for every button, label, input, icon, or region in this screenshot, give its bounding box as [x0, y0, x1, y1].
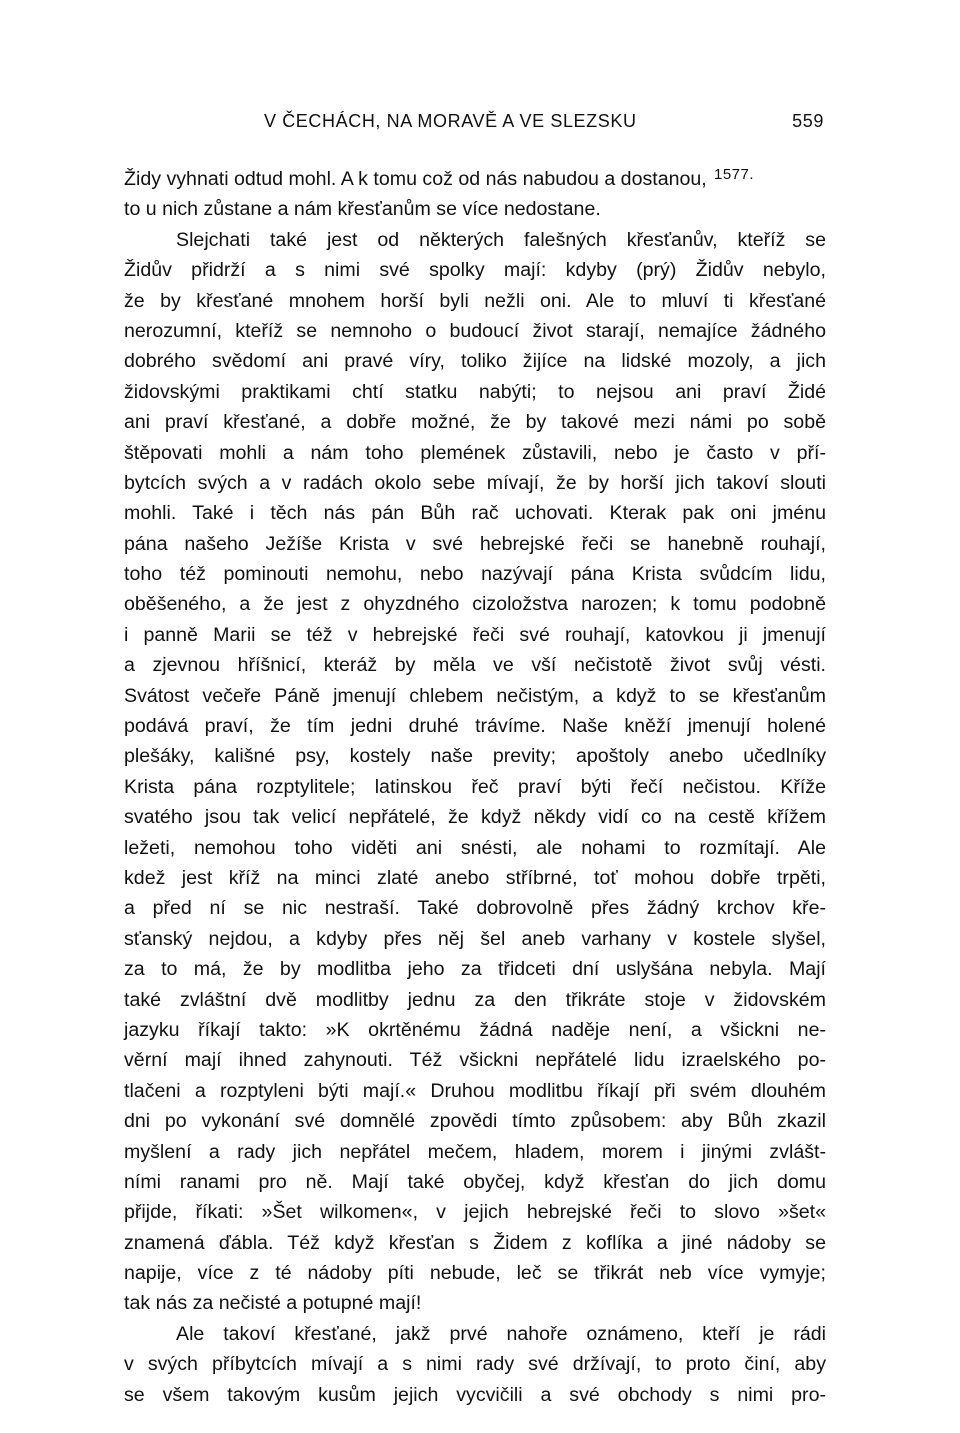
text-line: dobrého svědomí ani pravé víry, toliko žijíce na lidské mozoly, a jich: [124, 350, 826, 373]
text-line: dni po vykonání své domnělé zpovědi tímto způsobem: aby Bůh zkazil: [124, 1110, 826, 1133]
text-line: Ale takoví křesťané, jakž prvé nahoře oznámeno, kteří je rádi: [176, 1322, 826, 1345]
text-line: svatého jsou tak velicí nepřátelé, že když někdy vidí co na cestě křížem: [124, 806, 826, 829]
page-number: 559: [792, 111, 824, 131]
text-line: a před ní se nic nestraší. Také dobrovolně přes žádný krchov kře-: [124, 897, 826, 920]
text-line: Židův přidrží a s nimi své spolky mají: kdyby (prý) Židův nebylo,: [124, 259, 826, 282]
text-line: oběšeného, a že jest z ohyzdného cizoložstva narozen; k tomu podobně: [124, 593, 826, 616]
running-head: [124, 111, 824, 137]
margin-note-year: 1577.: [714, 166, 755, 183]
text-line: tak nás za nečisté a potupné mají!: [124, 1292, 422, 1315]
text-line: že by křesťané mnohem horší byli nežli oni. Ale to mluví ti křesťané: [124, 289, 826, 312]
text-line: věrní mají ihned zahynouti. Též všickni nepřátelé lidu izraelského po-: [124, 1049, 826, 1072]
text-line: ani praví křesťané, a dobře možné, že by takové mezi námi po sobě: [124, 411, 826, 434]
text-line: židovskými praktikami chtí statku nabýti; to nejsou ani praví Židé: [124, 380, 826, 403]
text-line: sťanský nejdou, a kdyby přes něj šel aneb varhany v kostele slyšel,: [124, 927, 826, 950]
text-line: a zjevnou hříšnicí, kteráž by měla ve vší nečistotě život svůj vésti.: [124, 654, 826, 677]
body-text: [124, 164, 826, 1410]
text-line: ními ranami pro ně. Mají také obyčej, když křesťan do jich domu: [124, 1170, 826, 1193]
text-line: bytcích svých a v radách okolo sebe mívají, že by horší jich takoví slouti: [124, 471, 826, 494]
text-line: v svých příbytcích mívají a s nimi rady své držívají, to proto činí, aby: [124, 1353, 826, 1376]
text-line: Slejchati také jest od některých falešných křesťanův, kteříž se: [176, 228, 826, 251]
text-line: pána našeho Ježíše Krista v své hebrejské řeči se hanebně rouhají,: [124, 532, 826, 555]
text-line: napije, více z té nádoby píti nebude, leč se třikrát neb více vymyje;: [124, 1262, 826, 1285]
text-line: plešáky, kališné psy, kostely naše previty; apoštoly anebo učedlníky: [124, 745, 826, 768]
text-line: toho též pominouti nemohu, nebo nazývají pána Krista svůdcím lidu,: [124, 563, 826, 586]
text-line: přijde, říkati: »Šet wilkomen«, v jejich hebrejské řeči to slovo »šet«: [124, 1201, 826, 1224]
text-line: za to má, že by modlitba jeho za třidceti dní uslyšána nebyla. Mají: [124, 958, 826, 981]
text-line: nerozumní, kteříž se nemnoho o budoucí život starají, nemajíce žádného: [124, 319, 826, 342]
text-line: jazyku říkají takto: »K okrtěnému žádná naděje není, a všickni ne-: [124, 1018, 826, 1041]
text-line: Židy vyhnati odtud mohl. A k tomu což od nás nabudou a dostanou,: [124, 168, 707, 190]
text-line: mohli. Také i těch nás pán Bůh rač uchovati. Kterak pak oni jménu: [124, 502, 826, 525]
text-line: i panně Marii se též v hebrejské řeči své rouhají, katovkou ji jmenují: [124, 623, 826, 646]
text-line: podává praví, že tím jedni druhé trávíme. Naše kněží jmenují holené: [124, 715, 826, 738]
text-line: tlačeni a rozptyleni býti mají.« Druhou modlitbu říkají při svém dlouhém: [124, 1079, 826, 1102]
text-line: se všem takovým kusům jejich vycvičili a své obchody s nimi pro-: [124, 1383, 826, 1406]
text-line: ležeti, nemohou toho viděti ani snésti, ale nohami to rozmítají. Ale: [124, 836, 826, 859]
text-line: štěpovati mohli a nám toho plemének zůstavili, nebo je často v pří-: [124, 441, 826, 464]
text-line: Svátost večeře Páně jmenují chlebem nečistým, a když to se křesťanům: [124, 684, 826, 707]
text-line: to u nich zůstane a nám křesťanům se více nedostane.: [124, 198, 601, 221]
text-line: myšlení a rady jich nepřátel mečem, hladem, morem i jinými zvlášt-: [124, 1140, 826, 1163]
text-line: Krista pána rozptylitele; latinskou řeč praví býti řečí nečistou. Kříže: [124, 775, 826, 798]
running-title: V ČECHÁCH, NA MORAVĚ A VE SLEZSKU: [264, 111, 637, 131]
text-line: také zvláštní dvě modlitby jednu za den třikráte stoje v židovském: [124, 988, 826, 1011]
text-line: znamená ďábla. Též když křesťan s Židem z koflíka a jiné nádoby se: [124, 1231, 826, 1254]
text-line: kdež jest kříž na minci zlaté anebo stříbrné, toť mohou dobře trpěti,: [124, 866, 826, 889]
